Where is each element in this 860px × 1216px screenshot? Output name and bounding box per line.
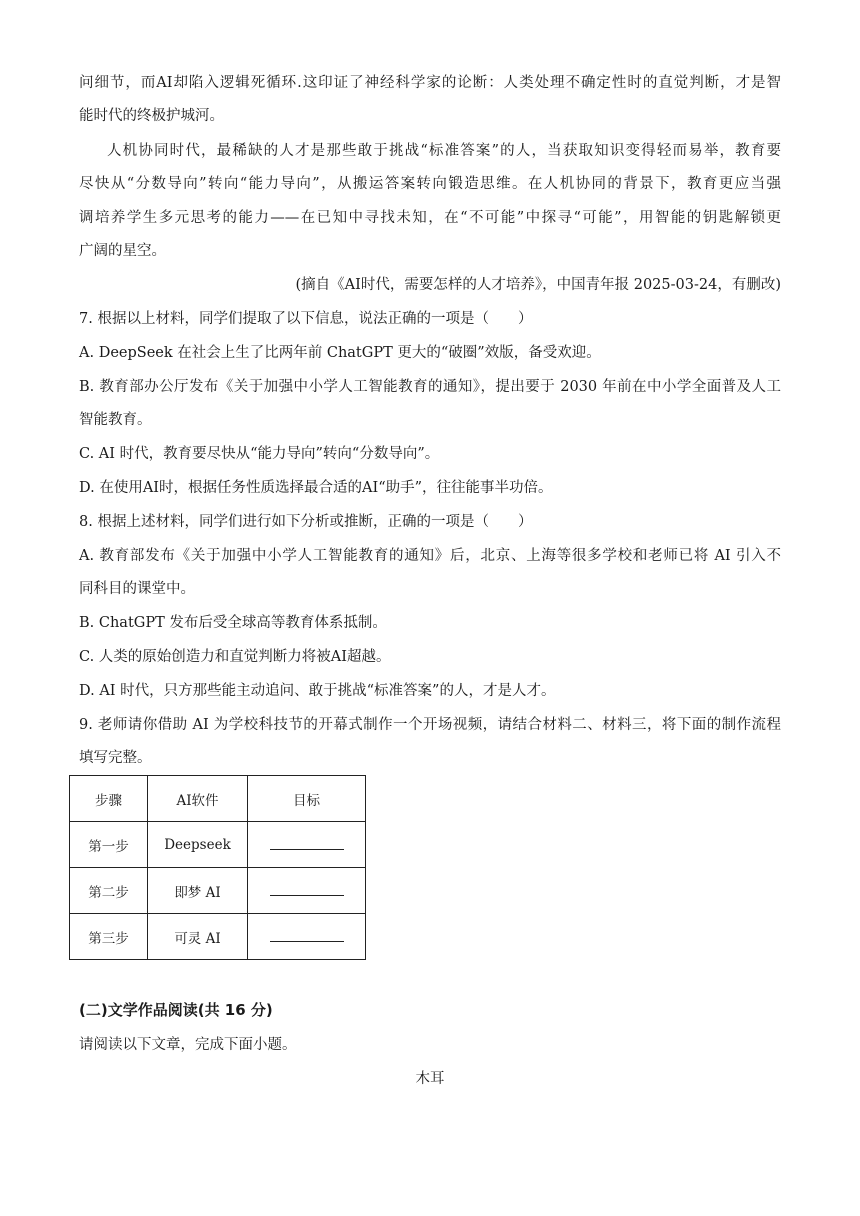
table-row (70, 868, 366, 914)
fill-blank[interactable] (270, 836, 344, 850)
step-cell: 第一步 (70, 822, 148, 868)
question-7-option-b: B. 教育部办公厅发布《关于加强中小学人工智能教育的通知》，提出要于 2030 年前在中小学全面普及人工 (79, 379, 781, 395)
table-header: 步骤 (70, 776, 148, 822)
software-cell: 可灵 AI (148, 914, 248, 960)
question-7-option-a: A. DeepSeek 在社会上生了比两年前 ChatGPT 更大的“破圈”效版，备受欢迎。 (79, 345, 601, 361)
section-heading: (二)文学作品阅读(共 16 分) (79, 1001, 273, 1019)
source-citation: (摘自《AI时代，需要怎样的人才培养》，中国青年报 2025-03-24，有删改) (295, 277, 781, 293)
step-cell: 第二步 (70, 868, 148, 914)
fill-blank[interactable] (270, 928, 344, 942)
question-8-option-a: A. 教育部发布《关于加强中小学人工智能教育的通知》后，北京、上海等很多学校和老师已将 AI 引入不 (79, 548, 781, 564)
table-row (70, 914, 366, 960)
question-8-stem: 8. 根据上述材料，同学们进行如下分析或推断，正确的一项是（ ） (79, 514, 533, 530)
paragraph-line: 人机协同时代，最稀缺的人才是那些敢于挑战“标准答案”的人，当获取知识变得轻而易举，教育要 (107, 143, 781, 159)
question-8-option-d: D. AI 时代，只方那些能主动追问、敢于挑战“标准答案”的人，才是人才。 (79, 683, 556, 699)
question-8-option-a-cont: 同科目的课堂中。 (79, 581, 195, 597)
question-7-option-d: D. 在使用AI时，根据任务性质选择最合适的AI“助手”，往往能事半功倍。 (79, 480, 553, 496)
paragraph-line: 广阔的星空。 (79, 243, 166, 259)
paragraph-line: 尽快从“分数导向”转向“能力导向”，从搬运答案转向锻造思维。在人机协同的背景下，教育更应当强 (79, 176, 781, 192)
question-8-option-c: C. 人类的原始创造力和直觉判断力将被AI超越。 (79, 649, 391, 665)
software-cell: 即梦 AI (148, 868, 248, 914)
goal-blank-cell[interactable] (248, 914, 366, 960)
question-7-option-c: C. AI 时代，教育要尽快从“能力导向”转向“分数导向”。 (79, 446, 440, 462)
paragraph-line: 能时代的终极护城河。 (79, 108, 224, 124)
software-cell: Deepseek (148, 822, 248, 868)
table-header-row (70, 776, 366, 822)
question-8-option-b: B. ChatGPT 发布后受全球高等教育体系抵制。 (79, 615, 387, 631)
question-7-option-b-cont: 智能教育。 (79, 412, 152, 428)
question-7-stem: 7. 根据以上材料，同学们提取了以下信息，说法正确的一项是（ ） (79, 311, 533, 327)
table-header: AI软件 (148, 776, 248, 822)
fill-blank[interactable] (270, 882, 344, 896)
table-row (70, 822, 366, 868)
question-9-stem-cont: 填写完整。 (79, 750, 152, 766)
paragraph-line: 问细节，而AI却陷入逻辑死循环.这印证了神经科学家的论断：人类处理不确定性时的直觉判断，才是智 (79, 75, 781, 91)
question-9-stem: 9. 老师请你借助 AI 为学校科技节的开幕式制作一个开场视频，请结合材料二、材料三，将下面的制作流程 (79, 717, 781, 733)
workflow-table (69, 775, 366, 960)
article-title: 木耳 (415, 1071, 445, 1087)
goal-blank-cell[interactable] (248, 822, 366, 868)
table-header: 目标 (248, 776, 366, 822)
goal-blank-cell[interactable] (248, 868, 366, 914)
section-instruction: 请阅读以下文章，完成下面小题。 (79, 1037, 297, 1053)
step-cell: 第三步 (70, 914, 148, 960)
paragraph-line: 调培养学生多元思考的能力——在已知中寻找未知，在“不可能”中探寻“可能”，用智能的钥匙解锁更 (79, 210, 781, 226)
